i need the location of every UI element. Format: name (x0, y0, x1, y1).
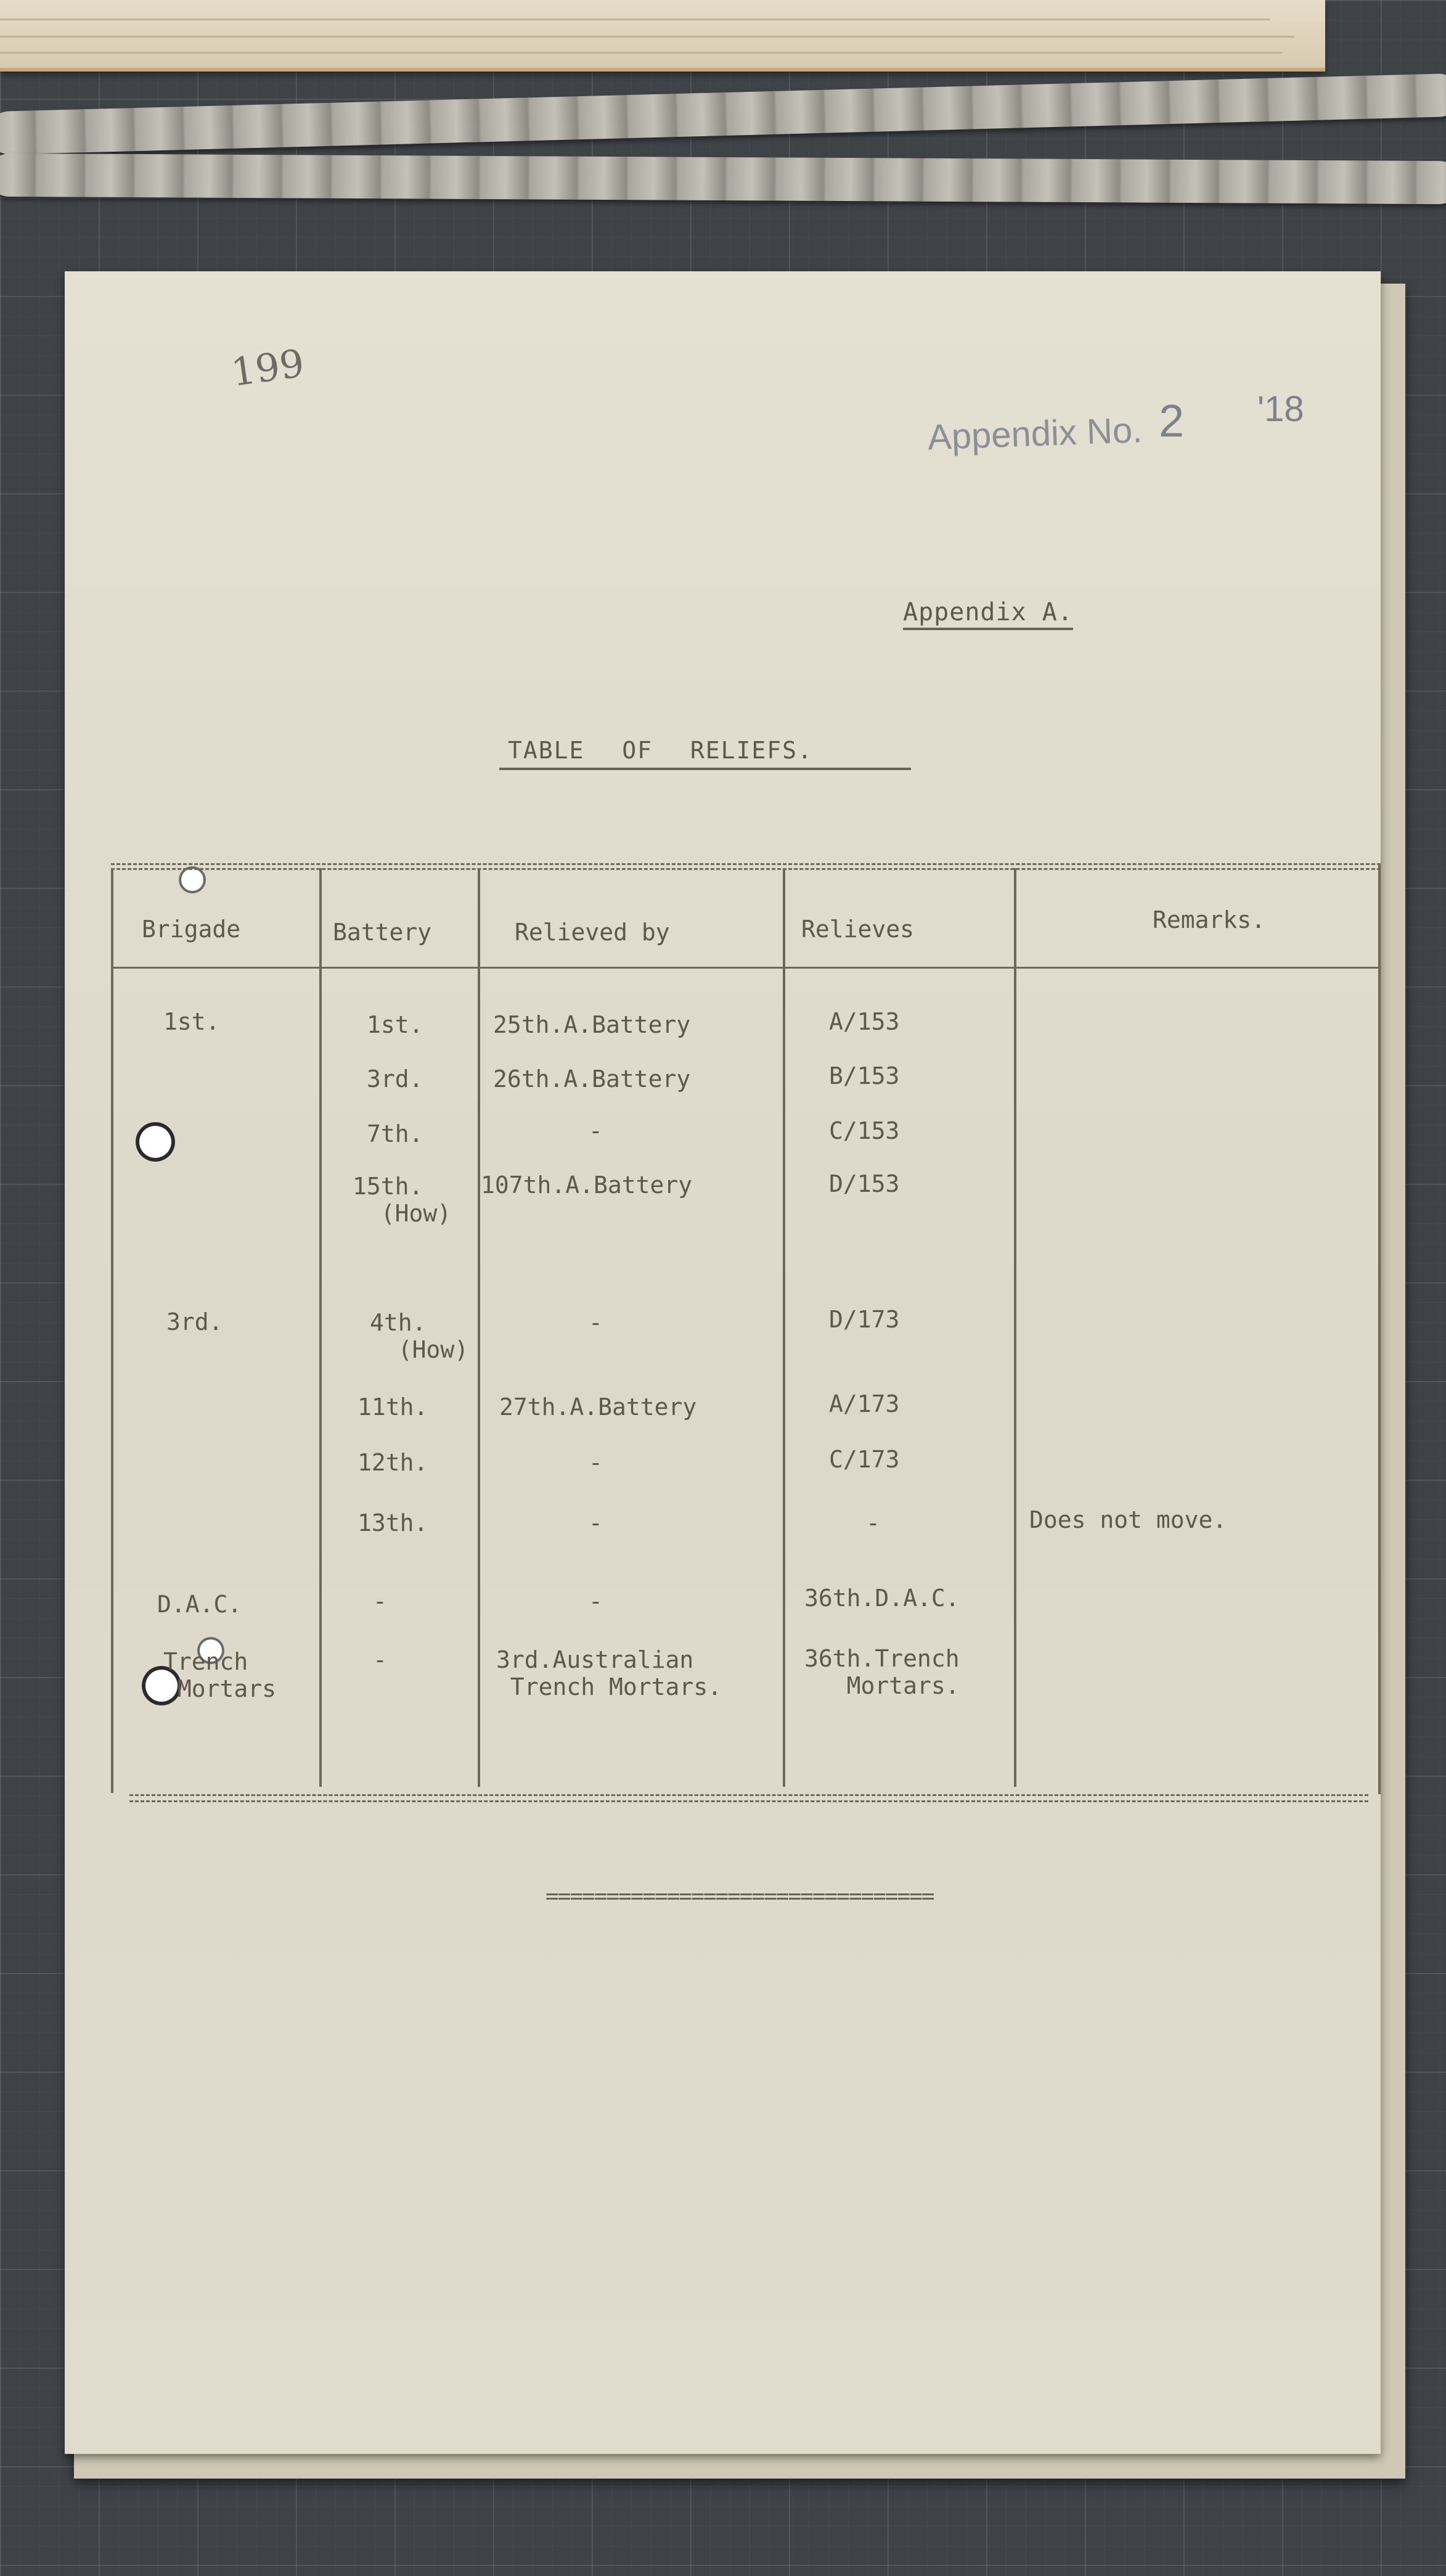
column-rule (478, 868, 480, 1787)
cell-relieved-by: - (589, 1449, 603, 1476)
table-bottom-rule (129, 1794, 1368, 1796)
table-top-rule (111, 868, 1381, 870)
table-title: TABLE OF RELIEFS. (499, 737, 911, 770)
header-rule (111, 967, 1381, 969)
cell-battery: - (373, 1588, 387, 1615)
cell-relieved-by: 27th.A.Battery (499, 1393, 697, 1421)
header-relieved-by: Relieved by (515, 919, 670, 946)
cell-relieves: C/173 (829, 1446, 900, 1473)
paper-stack (0, 0, 1325, 72)
folio-number: 199 (228, 340, 307, 395)
cell-brigade: Trench Mortars (163, 1648, 277, 1702)
document-sheet (65, 271, 1381, 2454)
cell-battery: 7th. (367, 1120, 423, 1147)
cell-relieved-by: 26th.A.Battery (493, 1065, 691, 1093)
appendix-stamp-number: 2 (1159, 395, 1185, 446)
paper-edge (0, 36, 1294, 38)
cell-relieves: D/153 (829, 1170, 900, 1197)
cell-relieves: A/173 (829, 1390, 900, 1417)
cell-relieves: B/153 (829, 1062, 900, 1089)
cell-relieved-by: - (589, 1588, 603, 1615)
column-rule (1014, 868, 1016, 1787)
cell-battery: 15th. (How) (353, 1173, 452, 1227)
cell-battery: 11th. (357, 1393, 428, 1421)
cell-relieves: - (866, 1509, 880, 1536)
cell-relieved-by: - (589, 1509, 603, 1536)
column-rule (783, 868, 785, 1787)
cell-battery: 4th. (How) (370, 1309, 469, 1363)
cell-brigade: 3rd. (166, 1308, 223, 1335)
cell-relieves: 36th.Trench Mortars. (804, 1645, 960, 1699)
table-bottom-rule (129, 1800, 1368, 1802)
cell-relieves: C/153 (829, 1117, 900, 1144)
cell-relieves: 36th.D.A.C. (804, 1585, 960, 1612)
cell-relieved-by: 3rd.Australian Trench Mortars. (496, 1646, 722, 1700)
appendix-heading: Appendix A. (903, 598, 1073, 630)
column-rule (1378, 863, 1381, 1794)
cell-battery: 12th. (357, 1449, 428, 1476)
reliefs-table (111, 857, 1381, 1800)
cell-relieved-by: 25th.A.Battery (493, 1011, 691, 1038)
end-divider: ================================ (545, 1884, 934, 1909)
header-remarks: Remarks. (1153, 906, 1266, 933)
cell-battery: 3rd. (367, 1065, 423, 1093)
cell-relieved-by: - (589, 1309, 603, 1336)
header-relieves: Relieves (801, 916, 915, 943)
cell-remarks: Does not move. (1029, 1506, 1227, 1533)
cell-battery: - (373, 1646, 387, 1673)
header-brigade: Brigade (142, 916, 241, 943)
appendix-stamp-label: Appendix No. (926, 409, 1143, 458)
cell-relieved-by: - (589, 1117, 603, 1144)
appendix-stamp-year: '18 (1257, 389, 1304, 429)
cell-relieves: D/173 (829, 1306, 900, 1333)
cell-relieves: A/153 (829, 1008, 900, 1035)
braided-cord (0, 154, 1446, 205)
cell-battery: 13th. (357, 1509, 428, 1536)
paper-edge (0, 52, 1282, 54)
cell-relieved-by: 107th.A.Battery (481, 1171, 693, 1199)
cell-battery: 1st. (367, 1011, 423, 1038)
cell-brigade: 1st. (163, 1008, 220, 1035)
paper-edge (0, 18, 1270, 20)
column-rule (111, 868, 113, 1793)
cell-brigade: D.A.C. (157, 1591, 242, 1618)
table-top-rule (111, 863, 1381, 865)
column-rule (319, 868, 322, 1787)
header-battery: Battery (333, 919, 432, 946)
